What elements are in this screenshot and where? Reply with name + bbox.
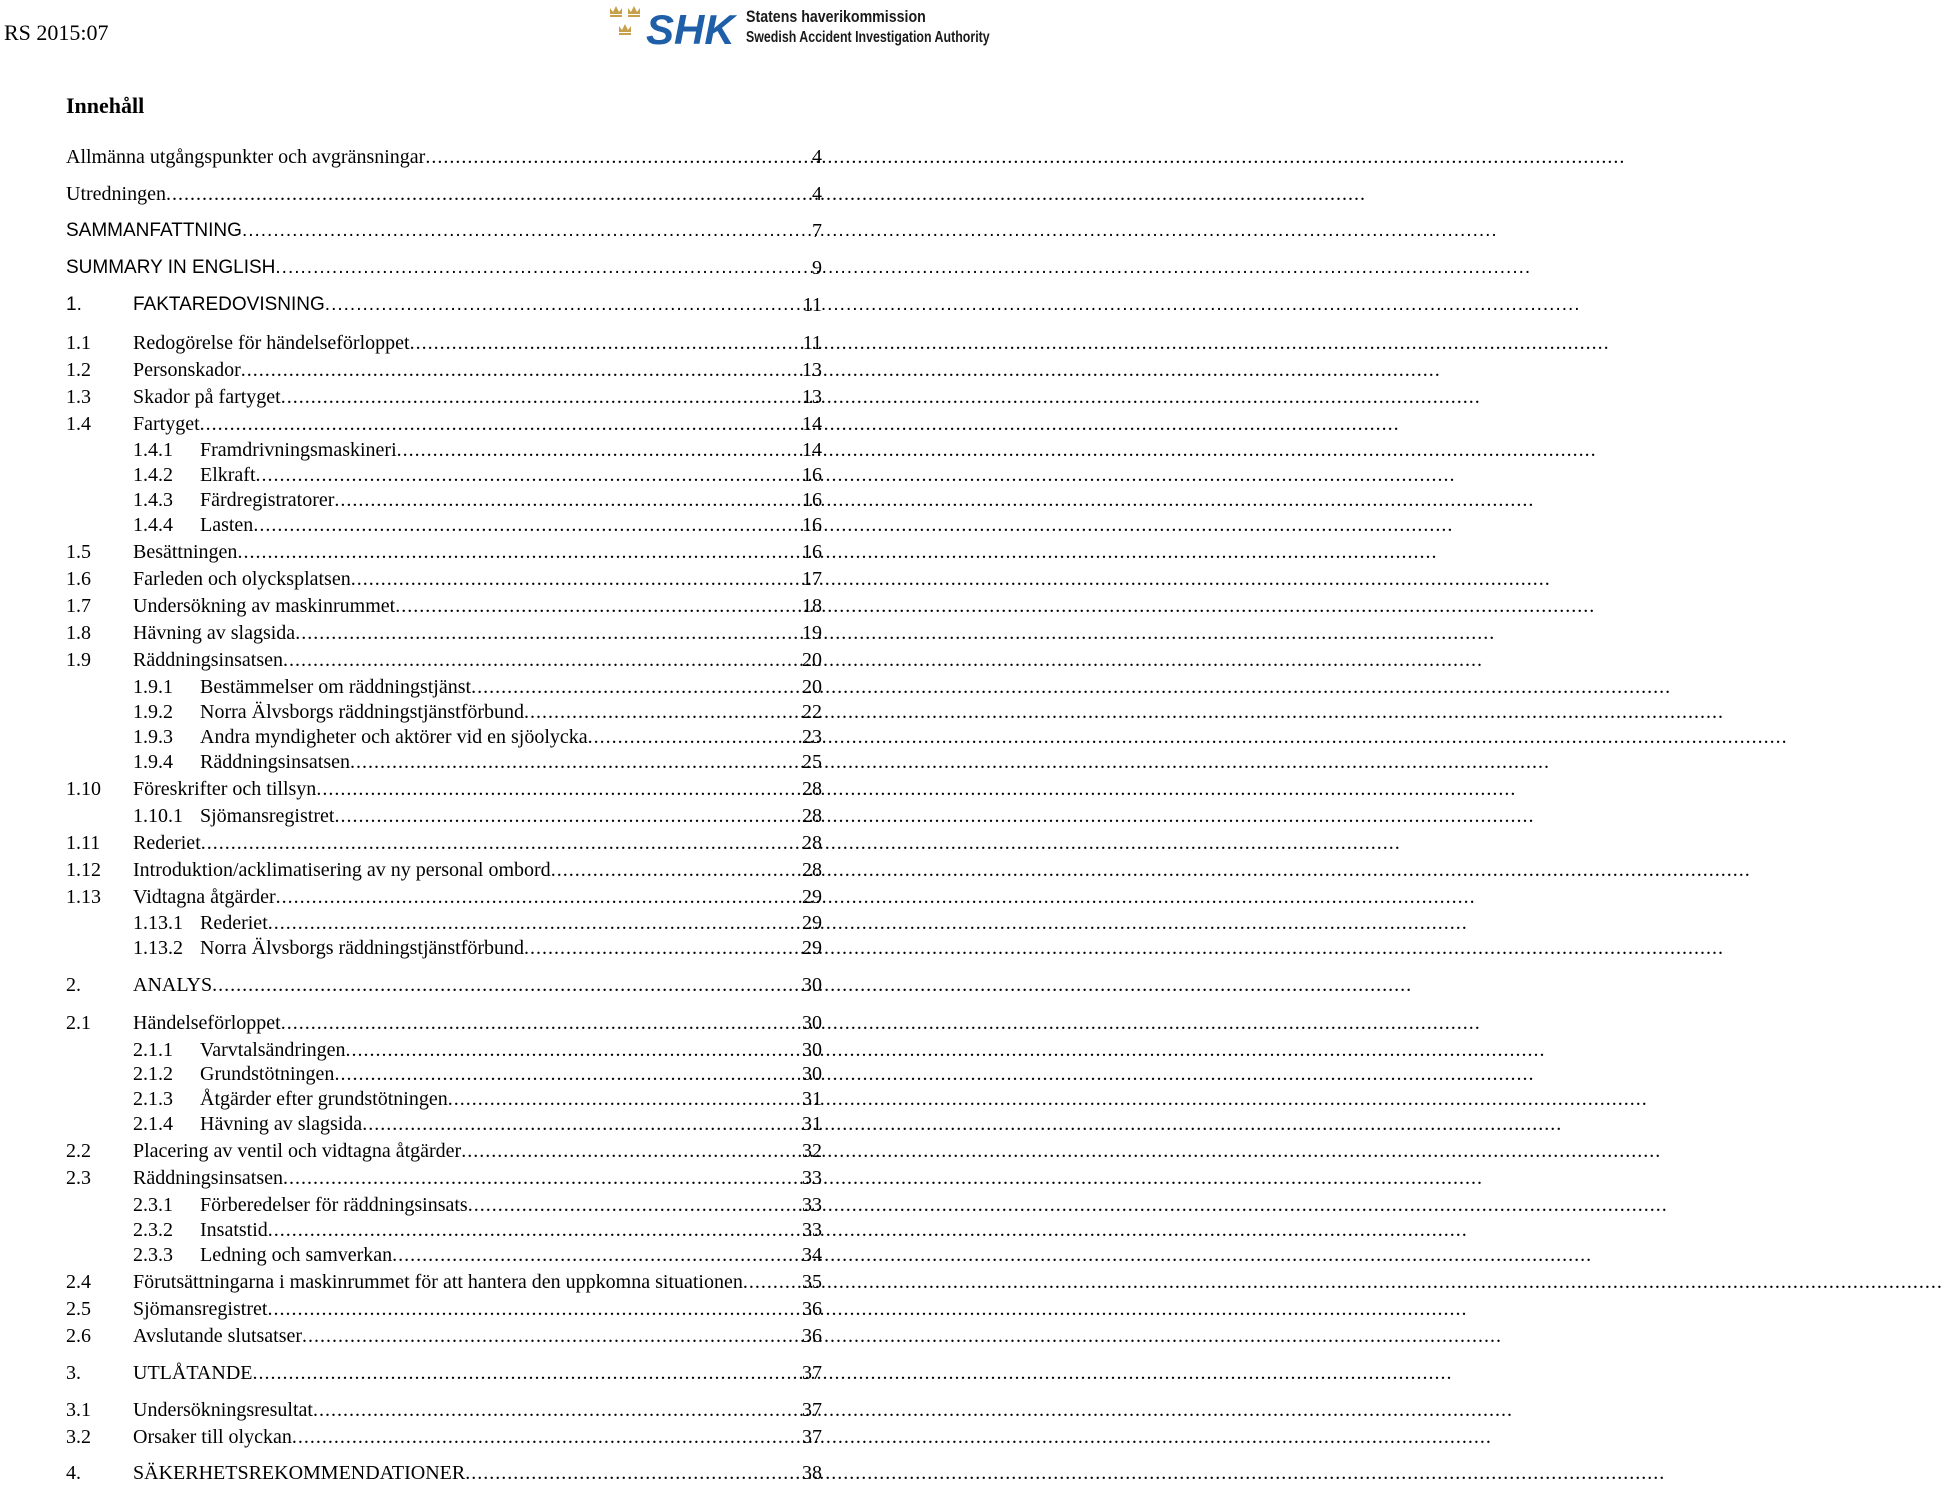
toc-entry[interactable] bbox=[0, 540, 960, 564]
toc-dot-leader bbox=[313, 1398, 1513, 1422]
toc-entry-title: Räddningsinsatsen bbox=[133, 1167, 283, 1189]
toc-entry[interactable] bbox=[0, 1139, 960, 1163]
toc-entry-number: 2.3.2 bbox=[133, 1219, 173, 1241]
toc-entry[interactable] bbox=[0, 331, 960, 355]
toc-entry-title: Personskador bbox=[133, 359, 241, 381]
toc-entry[interactable] bbox=[0, 145, 960, 169]
toc-entry-title: Hävning av slagsida bbox=[133, 622, 296, 644]
toc-dot-leader bbox=[410, 331, 1610, 355]
toc-entry-title: ANALYS bbox=[133, 974, 213, 996]
toc-entry-number: 3.2 bbox=[66, 1426, 91, 1448]
toc-entry-page: 28 bbox=[802, 832, 822, 854]
toc-entry-title: Undersökning av maskinrummet bbox=[133, 595, 396, 617]
toc-entry[interactable] bbox=[0, 567, 960, 591]
toc-entry[interactable] bbox=[0, 1297, 960, 1321]
toc-dot-leader bbox=[448, 1087, 1648, 1111]
toc-entry-page: 36 bbox=[802, 1298, 822, 1320]
toc-entry[interactable] bbox=[0, 777, 960, 801]
toc-entry-number: 1.9.4 bbox=[133, 751, 173, 773]
toc-entry[interactable] bbox=[0, 1270, 960, 1294]
toc-dot-leader bbox=[334, 488, 1534, 512]
toc-entry-page: 19 bbox=[802, 622, 822, 644]
toc-entry-title: Rederiet bbox=[133, 832, 201, 854]
toc-dot-leader bbox=[395, 594, 1595, 618]
toc-dot-leader bbox=[325, 293, 1581, 317]
toc-entry-number: 1.4 bbox=[66, 413, 91, 435]
toc-entry-number: 1.6 bbox=[66, 568, 91, 590]
toc-entry-page: 13 bbox=[802, 386, 822, 408]
toc-entry-page: 29 bbox=[802, 912, 822, 934]
toc-entry-number: 1.5 bbox=[66, 541, 91, 563]
toc-entry-page: 36 bbox=[802, 1325, 822, 1347]
page-header bbox=[0, 0, 990, 80]
toc-dot-leader bbox=[241, 358, 1441, 382]
toc-entry[interactable] bbox=[0, 412, 960, 436]
toc-entry[interactable] bbox=[0, 648, 960, 672]
toc-dot-leader bbox=[425, 145, 1625, 169]
toc-entry-page: 33 bbox=[802, 1219, 822, 1241]
toc-entry-title: Förberedelser för räddningsinsats bbox=[200, 1194, 468, 1216]
toc-entry-title: Räddningsinsatsen bbox=[200, 751, 350, 773]
toc-entry-number: 2.4 bbox=[66, 1271, 91, 1293]
toc-entry-number: 1.9 bbox=[66, 649, 91, 671]
toc-entry[interactable] bbox=[0, 182, 960, 206]
toc-entry[interactable] bbox=[0, 1011, 960, 1035]
toc-entry-page: 17 bbox=[802, 568, 822, 590]
toc-entry-page: 16 bbox=[802, 464, 822, 486]
toc-entry[interactable] bbox=[0, 1087, 960, 1111]
toc-dot-leader bbox=[351, 567, 1551, 591]
report-id: RS 2015:07 bbox=[4, 20, 109, 45]
toc-dot-leader bbox=[465, 1461, 1665, 1485]
toc-dot-leader bbox=[256, 463, 1456, 487]
toc-entry-page: 14 bbox=[802, 439, 822, 461]
toc-entry-title: SUMMARY IN ENGLISH bbox=[66, 257, 276, 278]
toc-dot-leader bbox=[283, 648, 1483, 672]
toc-dot-leader bbox=[275, 256, 1531, 280]
toc-entry-page: 34 bbox=[802, 1244, 822, 1266]
toc-entry-page: 28 bbox=[802, 778, 822, 800]
toc-entry-page: 11 bbox=[802, 332, 822, 354]
toc-dot-leader bbox=[468, 1193, 1668, 1217]
toc-entry-number: 1.9.2 bbox=[133, 701, 173, 723]
toc-entry-number: 1.7 bbox=[66, 595, 91, 617]
toc-dot-leader bbox=[268, 911, 1468, 935]
toc-entry-number: 2.1 bbox=[66, 1012, 91, 1034]
toc-dot-leader bbox=[471, 675, 1671, 699]
toc-entry[interactable] bbox=[0, 438, 960, 462]
toc-entry-page: 16 bbox=[802, 489, 822, 511]
toc-entry-page: 4 bbox=[812, 183, 822, 205]
toc-dot-leader bbox=[334, 804, 1534, 828]
toc-entry[interactable] bbox=[0, 1112, 960, 1136]
logo-shk-text: SHK bbox=[646, 6, 735, 53]
toc-entry-page: 25 bbox=[802, 751, 822, 773]
toc-dot-leader bbox=[276, 885, 1476, 909]
toc-entry-page: 31 bbox=[802, 1088, 822, 1110]
toc-entry[interactable] bbox=[0, 1425, 960, 1449]
toc-entry-title: Introduktion/acklimatisering av ny personal ombord bbox=[133, 859, 551, 881]
toc-entry[interactable] bbox=[0, 256, 960, 280]
toc-entry-number: 1.3 bbox=[66, 386, 91, 408]
toc-dot-leader bbox=[392, 1243, 1592, 1267]
toc-entry-number: 2.3.1 bbox=[133, 1194, 173, 1216]
toc-dot-leader bbox=[166, 182, 1366, 206]
toc-entry-number: 2.3 bbox=[66, 1167, 91, 1189]
crown-emblem-icon bbox=[606, 4, 746, 53]
toc-entry-number: 2.1.1 bbox=[133, 1039, 173, 1061]
toc-entry-page: 9 bbox=[812, 257, 822, 279]
toc-entry-title: Bestämmelser om räddningstjänst bbox=[200, 676, 472, 698]
toc-entry-number: 3.1 bbox=[66, 1399, 91, 1421]
toc-entry-page: 37 bbox=[802, 1426, 822, 1448]
toc-entry[interactable] bbox=[0, 804, 960, 828]
toc-entry-title: Föreskrifter och tillsyn bbox=[133, 778, 317, 800]
toc-entry-title: Varvtalsändringen bbox=[200, 1039, 346, 1061]
toc-entry-number: 1.1 bbox=[66, 332, 91, 354]
toc-entry-page: 18 bbox=[802, 595, 822, 617]
toc-entry[interactable] bbox=[0, 1398, 960, 1422]
toc-entry-page: 20 bbox=[802, 649, 822, 671]
toc-entry-title: Undersökningsresultat bbox=[133, 1399, 313, 1421]
toc-entry-title: Ledning och samverkan bbox=[200, 1244, 393, 1266]
toc-entry-title: Utredningen bbox=[66, 183, 166, 205]
toc-entry-page: 33 bbox=[802, 1167, 822, 1189]
toc-dot-leader bbox=[743, 1270, 1943, 1294]
shk-logo bbox=[606, 4, 990, 53]
toc-entry-page: 31 bbox=[802, 1113, 822, 1135]
toc-entry[interactable] bbox=[0, 463, 960, 487]
toc-entry-number: 2.1.3 bbox=[133, 1088, 173, 1110]
toc-entry-title: Avslutande slutsatser bbox=[133, 1325, 303, 1347]
toc-entry[interactable] bbox=[0, 358, 960, 382]
toc-entry[interactable] bbox=[0, 1461, 960, 1485]
toc-entry-title: Räddningsinsatsen bbox=[133, 649, 283, 671]
toc-entry-title: UTLÅTANDE bbox=[133, 1362, 253, 1384]
toc-dot-leader bbox=[283, 1166, 1483, 1190]
toc-entry-page: 4 bbox=[812, 146, 822, 168]
toc-dot-leader bbox=[295, 621, 1495, 645]
toc-entry-number: 1.11 bbox=[66, 832, 101, 854]
toc-entry[interactable] bbox=[0, 1062, 960, 1086]
toc-entry[interactable] bbox=[0, 488, 960, 512]
toc-dot-leader bbox=[302, 1324, 1502, 1348]
toc-dot-leader bbox=[281, 1011, 1481, 1035]
toc-entry-page: 33 bbox=[802, 1194, 822, 1216]
toc-entry-number: 4. bbox=[66, 1462, 81, 1484]
toc-entry-title: Hävning av slagsida bbox=[200, 1113, 363, 1135]
toc-dot-leader bbox=[524, 700, 1724, 724]
toc-dot-leader bbox=[237, 540, 1437, 564]
toc-entry-title: Sjömansregistret bbox=[200, 805, 335, 827]
toc-entry-page: 30 bbox=[802, 1039, 822, 1061]
toc-entry-title: Elkraft bbox=[200, 464, 256, 486]
toc-entry-title: Händelseförloppet bbox=[133, 1012, 281, 1034]
toc-dot-leader bbox=[588, 725, 1788, 749]
toc-dot-leader bbox=[253, 513, 1453, 537]
toc-entry-number: 2. bbox=[66, 974, 81, 996]
toc-entry-page: 30 bbox=[802, 1063, 822, 1085]
toc-entry-page: 37 bbox=[802, 1399, 822, 1421]
toc-entry-title: Orsaker till olyckan bbox=[133, 1426, 292, 1448]
toc-dot-leader bbox=[292, 1425, 1492, 1449]
toc-entry-page: 37 bbox=[802, 1362, 822, 1384]
toc-entry-number: 1.10.1 bbox=[133, 805, 183, 827]
toc-dot-leader bbox=[346, 1038, 1546, 1062]
toc-entry[interactable] bbox=[0, 858, 960, 882]
toc-dot-leader bbox=[242, 219, 1498, 243]
toc-entry-title: Norra Älvsborgs räddningstjänstförbund bbox=[200, 937, 525, 959]
toc-entry[interactable] bbox=[0, 885, 960, 909]
toc-entry-page: 38 bbox=[802, 1462, 822, 1484]
toc-entry-number: 2.3.3 bbox=[133, 1244, 173, 1266]
toc-entry-title: SÄKERHETSREKOMMENDATIONER bbox=[133, 1462, 466, 1484]
toc-entry-page: 29 bbox=[802, 937, 822, 959]
toc-entry[interactable] bbox=[0, 750, 960, 774]
toc-dot-leader bbox=[524, 936, 1724, 960]
toc-entry-page: 32 bbox=[802, 1140, 822, 1162]
toc-entry-page: 35 bbox=[802, 1271, 822, 1293]
toc-entry[interactable] bbox=[0, 1038, 960, 1062]
toc-entry[interactable] bbox=[0, 621, 960, 645]
toc-entry-number: 2.6 bbox=[66, 1325, 91, 1347]
toc-dot-leader bbox=[200, 412, 1400, 436]
toc-entry-page: 28 bbox=[802, 805, 822, 827]
toc-entry-page: 13 bbox=[802, 359, 822, 381]
toc-entry-page: 16 bbox=[802, 541, 822, 563]
toc-entry-title: Förutsättningarna i maskinrummet för att hantera den uppkomna situationen bbox=[133, 1271, 743, 1293]
toc-entry-page: 30 bbox=[802, 974, 822, 996]
toc-entry-number: 1.8 bbox=[66, 622, 91, 644]
toc-entry-page: 16 bbox=[802, 514, 822, 536]
toc-entry[interactable] bbox=[0, 911, 960, 935]
toc-dot-leader bbox=[397, 438, 1597, 462]
toc-dot-leader bbox=[267, 1297, 1467, 1321]
toc-title: Innehåll bbox=[66, 93, 145, 118]
toc-entry-number: 1. bbox=[66, 294, 82, 315]
toc-entry[interactable] bbox=[0, 725, 960, 749]
toc-entry-title: Färdregistratorer bbox=[200, 489, 335, 511]
org-name-en: Swedish Accident Investigation Authority bbox=[746, 29, 990, 46]
toc-entry-page: 7 bbox=[812, 220, 822, 242]
toc-entry-number: 1.13.2 bbox=[133, 937, 183, 959]
toc-entry-title: SAMMANFATTNING bbox=[66, 220, 242, 241]
toc-entry-title: Redogörelse för händelseförloppet bbox=[133, 332, 410, 354]
toc-entry-title: Vidtagna åtgärder bbox=[133, 886, 276, 908]
toc-entry[interactable] bbox=[0, 831, 960, 855]
toc-dot-leader bbox=[268, 1218, 1468, 1242]
toc-entry-number: 1.9.1 bbox=[133, 676, 173, 698]
toc-entry[interactable] bbox=[0, 1243, 960, 1267]
toc-entry-number: 1.4.2 bbox=[133, 464, 173, 486]
toc-entry-number: 1.4.1 bbox=[133, 439, 173, 461]
toc-entry[interactable] bbox=[0, 973, 960, 997]
toc-entry-number: 1.4.4 bbox=[133, 514, 173, 536]
toc-dot-leader bbox=[316, 777, 1516, 801]
toc-entry-title: Sjömansregistret bbox=[133, 1298, 268, 1320]
toc-entry[interactable] bbox=[0, 385, 960, 409]
toc-entry[interactable] bbox=[0, 700, 960, 724]
toc-entry-title: Skador på fartyget bbox=[133, 386, 281, 408]
toc-entry-page: 20 bbox=[802, 676, 822, 698]
toc-dot-leader bbox=[334, 1062, 1534, 1086]
toc-entry-number: 1.2 bbox=[66, 359, 91, 381]
toc-entry-title: Grundstötningen bbox=[200, 1063, 335, 1085]
toc-entry-page: 23 bbox=[802, 726, 822, 748]
toc-entry[interactable] bbox=[0, 219, 960, 243]
toc-dot-leader bbox=[461, 1139, 1661, 1163]
toc-entry-number: 1.4.3 bbox=[133, 489, 173, 511]
toc-entry-page: 29 bbox=[802, 886, 822, 908]
toc-entry[interactable] bbox=[0, 936, 960, 960]
toc-entry-number: 2.1.2 bbox=[133, 1063, 173, 1085]
toc-entry-page: 14 bbox=[802, 413, 822, 435]
toc-entry[interactable] bbox=[0, 594, 960, 618]
toc-entry-number: 1.13 bbox=[66, 886, 101, 908]
org-name-sv: Statens haverikommission bbox=[746, 8, 926, 26]
toc-entry-title: Placering av ventil och vidtagna åtgärder bbox=[133, 1140, 462, 1162]
toc-entry-title: Farleden och olycksplatsen bbox=[133, 568, 351, 590]
toc-entry-number: 2.1.4 bbox=[133, 1113, 173, 1135]
toc-dot-leader bbox=[281, 385, 1481, 409]
toc-entry-title: Lasten bbox=[200, 514, 254, 536]
toc-entry[interactable] bbox=[0, 1324, 960, 1348]
toc-entry[interactable] bbox=[0, 1166, 960, 1190]
toc-dot-leader bbox=[201, 831, 1401, 855]
toc-entry-title: Besättningen bbox=[133, 541, 238, 563]
toc-entry[interactable] bbox=[0, 1193, 960, 1217]
toc-entry[interactable] bbox=[0, 513, 960, 537]
toc-entry-number: 1.10 bbox=[66, 778, 101, 800]
toc-entry-title: Andra myndigheter och aktörer vid en sjöolycka bbox=[200, 726, 588, 748]
toc-entry-title: Åtgärder efter grundstötningen bbox=[200, 1088, 448, 1110]
toc-entry-number: 2.5 bbox=[66, 1298, 91, 1320]
toc-entry-title: FAKTAREDOVISNING bbox=[133, 294, 325, 315]
toc-entry-number: 1.9.3 bbox=[133, 726, 173, 748]
toc-entry-title: Rederiet bbox=[200, 912, 268, 934]
toc-entry[interactable] bbox=[0, 1218, 960, 1242]
toc-entry-number: 3. bbox=[66, 1362, 81, 1384]
toc-entry[interactable] bbox=[0, 293, 960, 317]
toc-entry-title: Allmänna utgångspunkter och avgränsningar bbox=[66, 146, 426, 168]
toc-entry-title: Insatstid bbox=[200, 1219, 268, 1241]
toc-entry[interactable] bbox=[0, 675, 960, 699]
toc-entry-page: 28 bbox=[802, 859, 822, 881]
toc-dot-leader bbox=[350, 750, 1550, 774]
toc-entry-title: Norra Älvsborgs räddningstjänstförbund bbox=[200, 701, 525, 723]
toc-entry-number: 2.2 bbox=[66, 1140, 91, 1162]
toc-entry-number: 1.12 bbox=[66, 859, 101, 881]
toc-entry-number: 1.13.1 bbox=[133, 912, 183, 934]
toc-entry-page: 30 bbox=[802, 1012, 822, 1034]
toc-entry-title: Framdrivningsmaskineri bbox=[200, 439, 397, 461]
toc-entry-page: 11 bbox=[802, 294, 822, 316]
toc-entry-page: 22 bbox=[802, 701, 822, 723]
toc-dot-leader bbox=[551, 858, 1751, 882]
toc-entry-title: Fartyget bbox=[133, 413, 200, 435]
toc-dot-leader bbox=[362, 1112, 1562, 1136]
toc-dot-leader bbox=[252, 1361, 1452, 1385]
toc-entry[interactable] bbox=[0, 1361, 960, 1385]
